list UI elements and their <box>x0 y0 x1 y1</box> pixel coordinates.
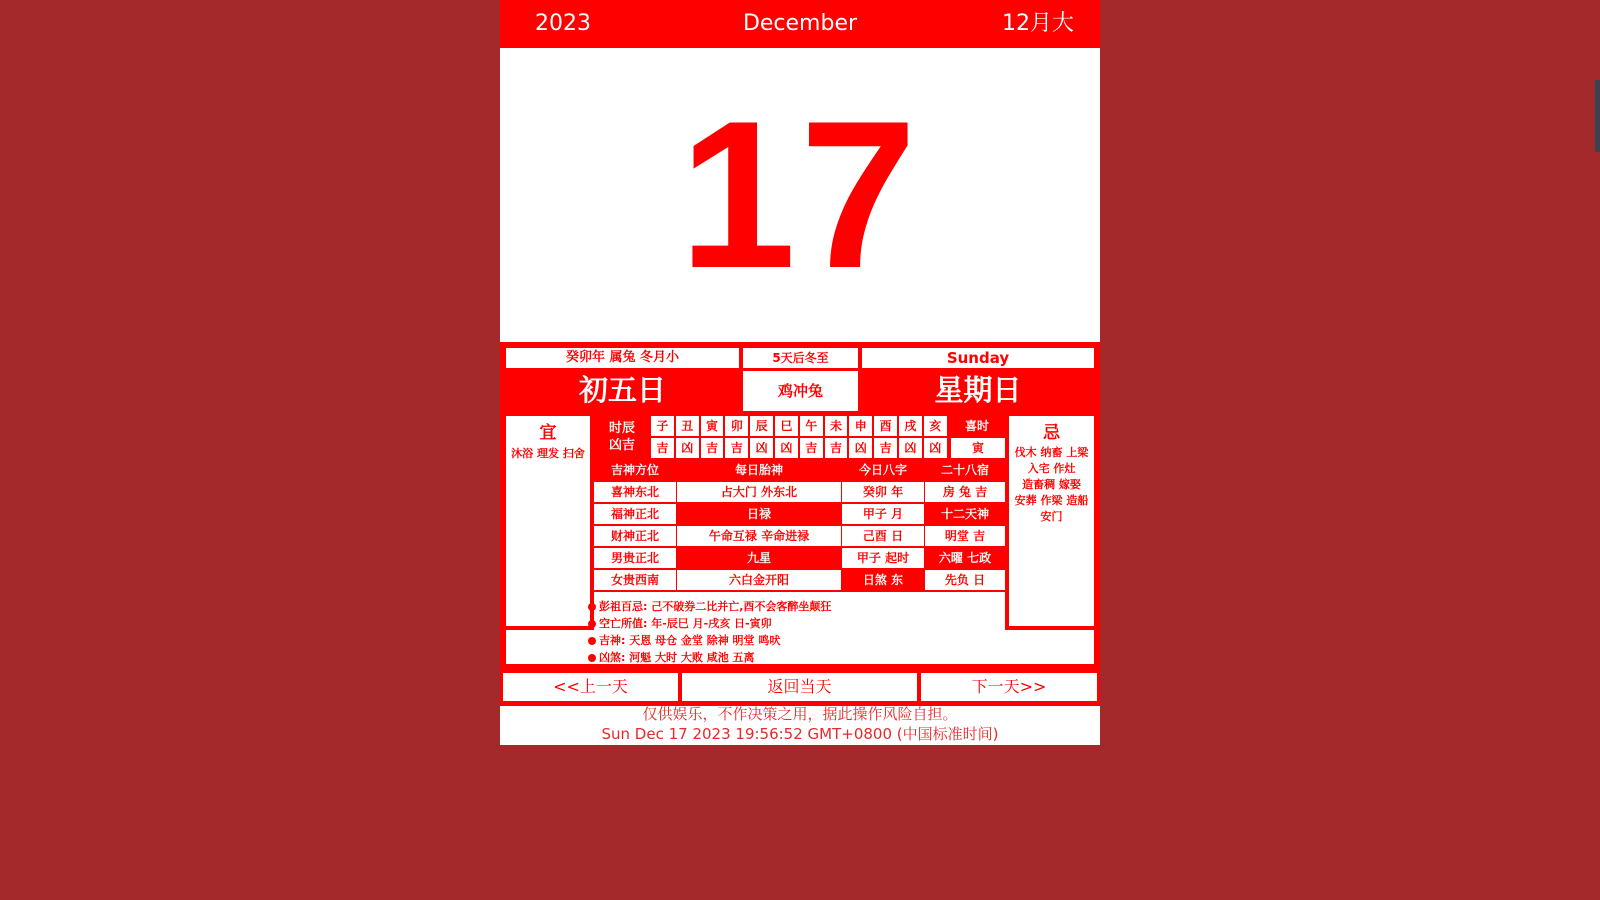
hour-luck: 凶 <box>899 438 922 458</box>
hour-branch: 亥 <box>924 416 947 436</box>
note-text: 吉神: 天恩 母仓 金堂 除神 明堂 鸣吠 <box>599 634 781 647</box>
hour-luck: 凶 <box>775 438 798 458</box>
day-number: 17 <box>679 77 921 312</box>
note-text: 空亡所值: 年-辰巳 月-戌亥 日-寅卯 <box>599 617 772 630</box>
direction-cell: 男贵正北 <box>594 548 676 568</box>
hour-luck: 吉 <box>800 438 823 458</box>
bazi-cell: 日煞 东 <box>862 573 904 587</box>
table-header-taishen: 每日胎神 <box>734 463 783 477</box>
hour-branch: 丑 <box>676 416 699 436</box>
hour-branch: 酉 <box>874 416 897 436</box>
year-label: 2023 <box>535 11 591 36</box>
hour-luck: 凶 <box>750 438 773 458</box>
lunar-day: 初五日 <box>578 373 666 407</box>
calendar-card <box>500 0 1100 745</box>
today-button[interactable]: 返回当天 <box>682 673 917 701</box>
yi-box <box>506 416 590 626</box>
hour-luck: 凶 <box>849 438 872 458</box>
bullet-icon <box>588 637 596 645</box>
hour-branch: 申 <box>849 416 872 436</box>
nav-bar <box>500 670 1100 706</box>
solar-term-countdown: 5天后冬至 <box>743 348 858 368</box>
note-pengzu <box>588 598 831 614</box>
almanac-panel <box>500 342 1100 670</box>
ji-item: 造畜稠 嫁娶 <box>1022 478 1081 491</box>
hour-branch: 卯 <box>725 416 748 436</box>
weekday-cn: 星期日 <box>934 373 1022 407</box>
hour-luck: 吉 <box>874 438 897 458</box>
hour-branch: 寅 <box>701 416 724 436</box>
lunar-month-label: 12月大 <box>1002 11 1074 36</box>
hours-label <box>594 416 650 458</box>
table-header-directions: 吉神方位 <box>610 463 659 477</box>
hour-branch: 未 <box>825 416 848 436</box>
hour-luck: 凶 <box>676 438 699 458</box>
hour-branch: 午 <box>800 416 823 436</box>
direction-cell: 福神正北 <box>594 504 676 524</box>
footer <box>500 704 1100 745</box>
chong-sha: 鸡冲兔 <box>743 371 858 411</box>
yi-title: 宜 <box>539 423 557 443</box>
xiu-cell: 六曜 七政 <box>938 551 992 565</box>
ganzhi-year: 癸卯年 属兔 冬月小 <box>506 348 739 368</box>
table-header-bazi: 今日八字 <box>858 463 907 477</box>
xiu-cell: 先负 日 <box>925 570 1005 590</box>
hour-luck: 凶 <box>924 438 947 458</box>
hours-label-bottom: 凶吉 <box>608 438 635 453</box>
bullet-icon <box>588 620 596 628</box>
taishen-cell: 午命互禄 辛命进禄 <box>677 526 841 546</box>
disclaimer-text: 仅供娱乐，不作决策之用，据此操作风险自担。 <box>642 705 958 723</box>
note-text: 彭祖百忌: 己不破券二比并亡,酉不会客醉坐颠狂 <box>599 600 832 613</box>
taishen-cell: 九星 <box>746 551 771 565</box>
scrollbar-handle[interactable] <box>1595 80 1600 152</box>
prev-day-button[interactable]: <<上一天 <box>503 673 678 701</box>
table-header-xiu: 二十八宿 <box>940 463 989 477</box>
taishen-cell: 日禄 <box>746 507 771 521</box>
hour-luck: 吉 <box>701 438 724 458</box>
direction-cell: 喜神东北 <box>594 482 676 502</box>
note-text: 凶煞: 河魁 大时 大败 咸池 五离 <box>599 651 755 664</box>
direction-cell: 财神正北 <box>594 526 676 546</box>
hour-branch: 子 <box>651 416 674 436</box>
note-kongwang <box>588 615 772 631</box>
bazi-cell: 甲子 起时 <box>842 548 924 568</box>
note-xiongsha <box>588 649 755 665</box>
hour-luck: 吉 <box>825 438 848 458</box>
hour-branch: 巳 <box>775 416 798 436</box>
xishi-label: 喜时 <box>964 419 989 433</box>
hour-branch: 戌 <box>899 416 922 436</box>
ji-item: 入宅 作灶 <box>1027 462 1076 475</box>
xiu-cell: 明堂 吉 <box>925 526 1005 546</box>
bullet-icon <box>588 603 596 611</box>
bazi-cell: 甲子 月 <box>842 504 924 524</box>
current-datetime: Sun Dec 17 2023 19:56:52 GMT+0800 (中国标准时间) <box>601 725 999 743</box>
hour-luck: 吉 <box>725 438 748 458</box>
month-label: December <box>742 11 858 36</box>
note-jishen <box>588 632 780 648</box>
yi-items: 沐浴 理发 扫舍 <box>511 447 585 460</box>
bullet-icon <box>588 654 596 662</box>
ji-title: 忌 <box>1043 423 1060 443</box>
bazi-cell: 己酉 日 <box>842 526 924 546</box>
xishi-value: 寅 <box>951 438 1005 458</box>
direction-cell: 女贵西南 <box>594 570 676 590</box>
hours-label-top: 时辰 <box>608 421 635 436</box>
ji-box <box>1009 416 1094 626</box>
hour-luck: 吉 <box>651 438 674 458</box>
next-day-button[interactable]: 下一天>> <box>921 673 1097 701</box>
ji-items <box>1009 445 1094 525</box>
taishen-cell: 六白金开阳 <box>677 570 841 590</box>
ji-item: 安葬 作梁 造船 <box>1014 494 1089 507</box>
xiu-cell: 房 兔 吉 <box>925 482 1005 502</box>
ji-item: 安门 <box>1040 510 1063 523</box>
xiu-cell: 十二天神 <box>940 507 989 521</box>
calendar-header <box>500 0 1100 48</box>
bazi-cell: 癸卯 年 <box>842 482 924 502</box>
ji-item: 伐木 纳畜 上梁 <box>1014 446 1089 459</box>
hour-branch: 辰 <box>750 416 773 436</box>
taishen-cell: 占大门 外东北 <box>677 482 841 502</box>
weekday-en: Sunday <box>862 348 1094 368</box>
